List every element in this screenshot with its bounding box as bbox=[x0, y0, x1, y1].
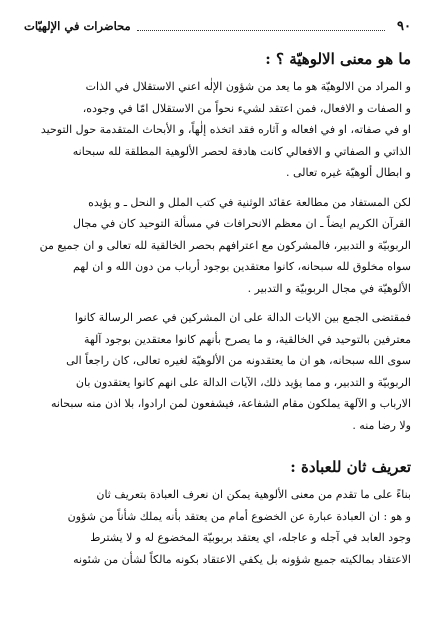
text-line: الربوبيّة و التدبير، و مما يؤيد ذلك، الآيات الدالة على انهم كانوا يعتقدون بان bbox=[75, 375, 411, 389]
text-line: الاعتقاد بمالكيته جميع شؤونه بل يكفي الاعتقاد بكونه مالكاً لشأن من شئونه bbox=[73, 552, 411, 566]
text-line: و ابطال ألوهيّة غيره تعالى . bbox=[285, 166, 411, 179]
section-heading-worship-definition: تعريف ثان للعبادة : bbox=[290, 458, 411, 476]
paragraph bbox=[24, 76, 411, 184]
text-line: الارباب و الآلهة يملكون مقام الشفاعة، فيشفعون لمن ارادوا، بلا اذن منه سبحانه bbox=[50, 397, 411, 410]
text-line: الألوهيّة في مجال الربوبيّة و التدبير . bbox=[247, 281, 411, 295]
paragraph bbox=[24, 484, 411, 570]
paragraph bbox=[24, 307, 411, 436]
text-line: سواه مخلوق لله سبحانه، كانوا معتقدين بوجود أرباب من دون الله و ان لهم bbox=[72, 260, 411, 273]
text-line: بناءً على ما تقدم من معنى الألوهية يمكن ان نعرف العبادة بتعريف ثان bbox=[96, 488, 411, 501]
text-line: لكن المستفاد من مطالعة عقائد الوثنية في كتب الملل و النحل ـ و يؤيده bbox=[88, 195, 411, 209]
text-line: الربوبيّة و التدبير، فالمشركون مع اعترافهم بحصر الخالقية لله تعالى و ان جميع من bbox=[39, 238, 411, 252]
text-line: و هو : ان العبادة عبارة عن الخضوع أمام من يعتقد بأنه يملك شأناً من شؤون bbox=[67, 509, 411, 523]
paragraph bbox=[24, 192, 411, 300]
text-line: وجود العابد في آجله و عاجله، اي يعتقد بربوبيّة المخضوع له و لا يشترط bbox=[90, 531, 411, 544]
page-number: ٩٠ bbox=[397, 18, 411, 34]
section-heading-divinity: ما هو معنى الالوهيّة ؟ : bbox=[265, 50, 411, 68]
text-line: فمقتضى الجمع بين الايات الدالة على ان المشركين في عصر الرسالة كانوا bbox=[74, 311, 411, 324]
chapter-title: محاضرات في الإلهيّات bbox=[24, 19, 131, 33]
text-line: و الصفات و الافعال، فمن اعتقد لشيء نحواً من الاستقلال امّا في وجوده، bbox=[82, 101, 411, 115]
running-header bbox=[24, 14, 411, 38]
text-line: سوى الله سبحانه، هو ان ما يعتقدونه من الألوهيّة لغيره تعالى، كان راجعاً الى bbox=[66, 354, 411, 367]
text-line: الذاتي و الصفاتي و الافعالي كانت هادفة لحصر الألوهية المطلقة لله سبحانه bbox=[72, 144, 411, 158]
text-line: و المراد من الالوهيّة هو ما يعد من شؤون الإلٰه اعني الاستقلال في الذات bbox=[85, 80, 411, 93]
header-dotted-rule bbox=[137, 22, 385, 31]
text-line: ولا رضا منه . bbox=[352, 418, 411, 432]
text-line: معترفين بالتوحيد في الخالقية، و ما يصرح بأنهم كانوا معتقدين بوجود آلهة bbox=[83, 332, 411, 346]
text-line: او في صفاته، او في افعاله و آثاره فقد اتخذه إلٰهاً، و الأبحاث المتقدمة حول التوحيد bbox=[40, 123, 411, 136]
text-line: القرآن الكريم ايضاً ـ ان معظم الانحرافات في مسألة التوحيد كان في مجال bbox=[72, 217, 411, 230]
